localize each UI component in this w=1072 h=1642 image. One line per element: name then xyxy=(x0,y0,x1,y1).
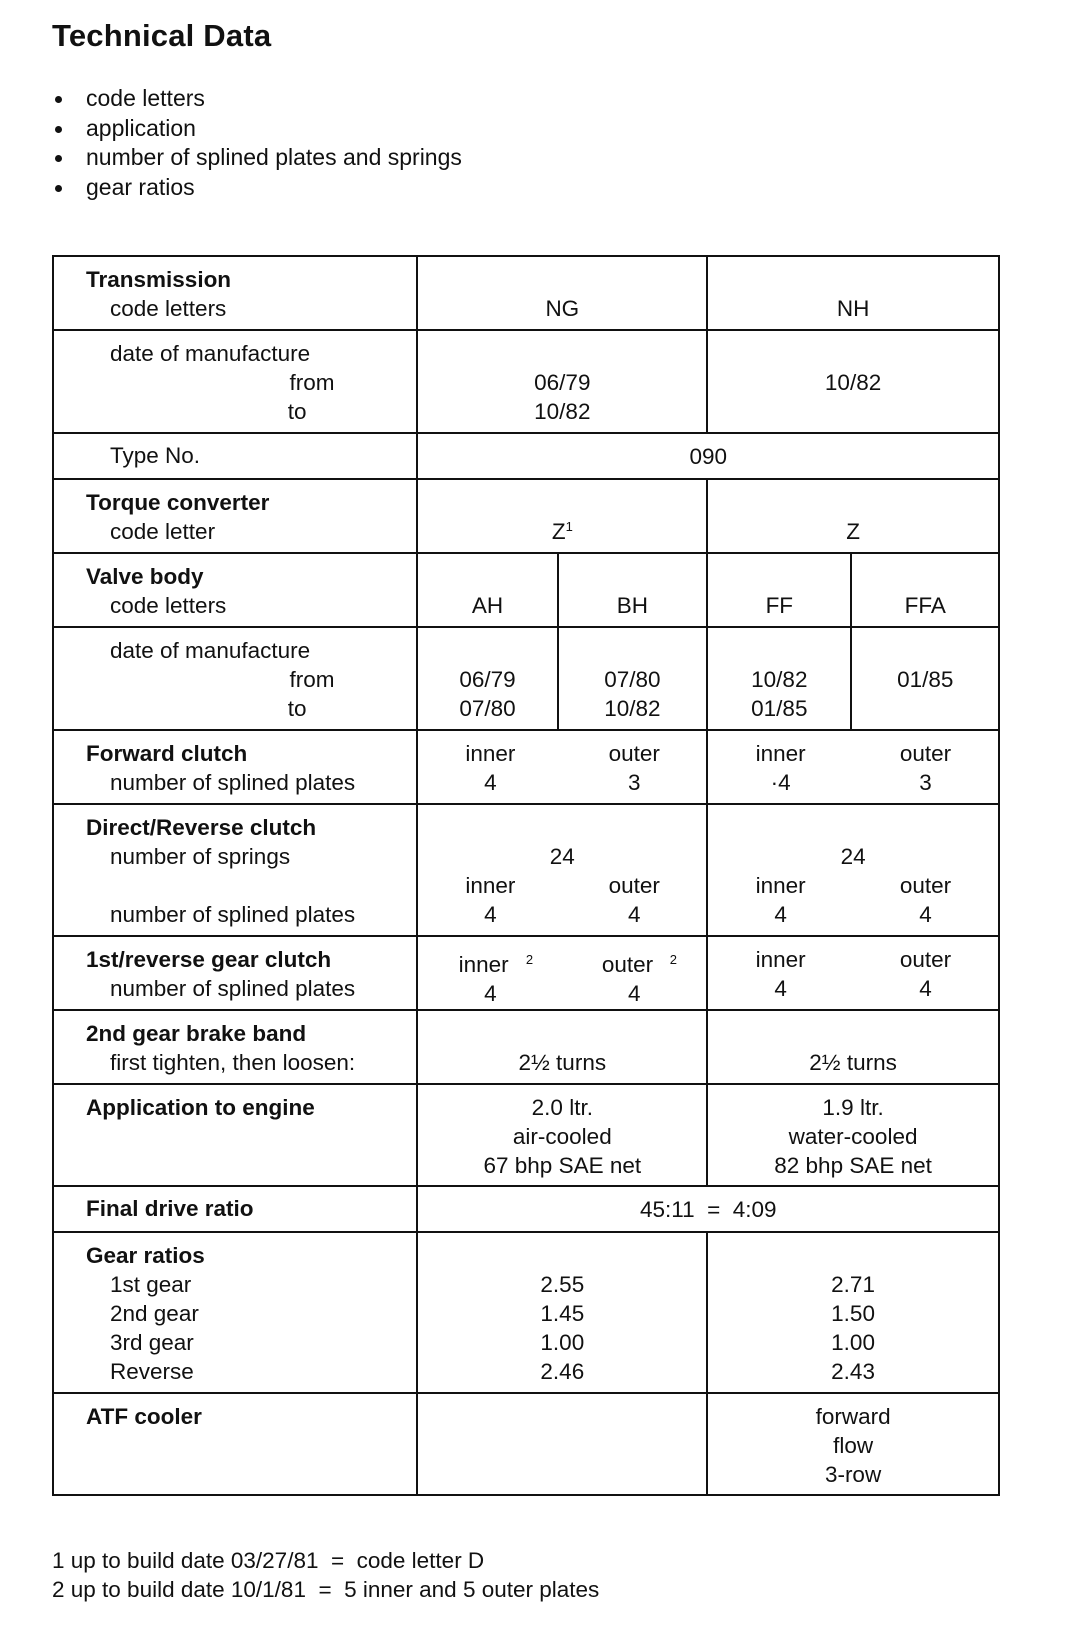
atf-nh-line-3: 3-row xyxy=(824,1462,882,1487)
application-label-cell xyxy=(53,1084,417,1186)
gear-label-cell xyxy=(53,1232,417,1393)
gear-ng-cell xyxy=(417,1232,707,1393)
footnote-2: 2 up to build date 10/1/81 = 5 inner and 5 outer plates xyxy=(52,1577,600,1602)
inner-label: inner xyxy=(755,741,806,766)
final-drive-heading: Final drive ratio xyxy=(86,1195,254,1221)
outer-label: outer xyxy=(899,947,952,972)
first-plates-label: number of splined plates xyxy=(110,976,356,1001)
forward-heading: Forward clutch xyxy=(86,741,248,766)
brake-label-cell xyxy=(53,1010,417,1084)
application-nh-displacement: 1.9 ltr. xyxy=(822,1095,884,1120)
valve-to-ah: 07/80 xyxy=(459,696,516,721)
direct-nh-outer: 4 xyxy=(919,902,932,927)
atf-label-cell xyxy=(53,1393,417,1495)
to-label: to xyxy=(287,399,307,424)
footnote-ref-1: 1 xyxy=(565,519,573,534)
valve-to-ff: 01/85 xyxy=(751,696,808,721)
first-ng-inner: 4 xyxy=(484,981,497,1006)
valve-code-ah: AH xyxy=(417,553,557,627)
outer-label: outer xyxy=(899,741,952,766)
atf-nh-line-1: forward xyxy=(815,1404,891,1429)
transmission-code-row xyxy=(53,256,999,330)
inner-label: inner xyxy=(458,952,509,977)
gear-ng-3rd: 1.00 xyxy=(540,1330,585,1355)
code-letters-label: code letters xyxy=(110,296,227,321)
type-label-cell xyxy=(53,433,417,479)
valve-heading: Valve body xyxy=(86,564,204,589)
torque-ng-value: Z xyxy=(551,519,566,544)
outer-label: outer xyxy=(608,741,660,766)
bullet-list xyxy=(52,84,462,202)
bullet-item: application xyxy=(52,114,462,144)
gear-ng-reverse: 2.46 xyxy=(540,1359,585,1384)
first-label-cell xyxy=(53,936,417,1010)
inner-label: inner xyxy=(755,873,806,898)
valve-body-code-row xyxy=(53,553,999,627)
valve-date-ah xyxy=(417,627,557,730)
nh-from: 10/82 xyxy=(824,370,882,395)
brake-nh: 2½ turns xyxy=(707,1010,999,1084)
technical-data-table xyxy=(52,255,1000,1496)
forward-clutch-row xyxy=(53,730,999,804)
valve-code-ff: FF xyxy=(707,553,851,627)
ng-to: 10/82 xyxy=(534,399,591,424)
gear-ng-1st: 2.55 xyxy=(540,1272,585,1297)
type-value: 090 xyxy=(417,433,999,479)
forward-ng-cell xyxy=(417,730,707,804)
direct-label-cell xyxy=(53,804,417,936)
direct-ng-inner: 4 xyxy=(484,902,497,927)
forward-label-cell xyxy=(53,730,417,804)
valve-to-bh: 10/82 xyxy=(604,696,661,721)
application-nh-cooling: water-cooled xyxy=(788,1124,918,1149)
first-ng-outer-label xyxy=(562,945,706,979)
direct-nh-springs: 24 xyxy=(840,844,866,869)
application-ng-power: 67 bhp SAE net xyxy=(483,1153,642,1178)
valve-label-cell xyxy=(53,553,417,627)
transmission-label-cell xyxy=(53,256,417,330)
type-label: Type No. xyxy=(110,442,201,468)
application-ng-cooling: air-cooled xyxy=(512,1124,612,1149)
footnote-1: 1 up to build date 03/27/81 = code letter D xyxy=(52,1548,485,1573)
type-row xyxy=(53,433,999,479)
valve-date-label: date of manufacture xyxy=(110,638,311,663)
direct-ng-outer: 4 xyxy=(627,902,641,927)
forward-nh-cell xyxy=(707,730,999,804)
first-reverse-row xyxy=(53,936,999,1010)
date-label-cell xyxy=(53,330,417,433)
first-nh-cell xyxy=(707,936,999,1010)
valve-from-bh: 07/80 xyxy=(604,667,661,692)
springs-label: number of springs xyxy=(110,844,291,869)
gear-2nd-label: 2nd gear xyxy=(110,1301,199,1326)
application-nh-cell xyxy=(707,1084,999,1186)
gear-nh-2nd: 1.50 xyxy=(831,1301,875,1326)
inner-label: inner xyxy=(465,741,516,766)
gear-ng-2nd: 1.45 xyxy=(540,1301,585,1326)
gear-reverse-label: Reverse xyxy=(110,1359,194,1384)
first-nh-outer: 4 xyxy=(919,976,932,1001)
valve-code-label: code letters xyxy=(110,593,227,618)
first-ng-outer: 4 xyxy=(627,981,641,1006)
first-heading: 1st/reverse gear clutch xyxy=(86,947,332,972)
date-of-manufacture-label: date of manufacture xyxy=(110,341,311,366)
code-nh: NH xyxy=(707,256,999,330)
valve-from-ffa: 01/85 xyxy=(897,667,954,692)
torque-converter-row xyxy=(53,479,999,553)
bullet-item: code letters xyxy=(52,84,462,114)
code-ng: NG xyxy=(417,256,707,330)
gear-3rd-label: 3rd gear xyxy=(110,1330,194,1355)
footnote-ref-2: 2 xyxy=(669,952,677,967)
direct-nh-inner: 4 xyxy=(774,902,787,927)
torque-heading: Torque converter xyxy=(86,490,270,515)
transmission-date-row xyxy=(53,330,999,433)
forward-ng-outer: 3 xyxy=(627,770,641,795)
direct-ng-springs: 24 xyxy=(549,844,575,869)
direct-reverse-row xyxy=(53,804,999,936)
forward-ng-inner: 4 xyxy=(484,770,497,795)
bullet-item: gear ratios xyxy=(52,173,462,203)
valve-code-ffa: FFA xyxy=(851,553,999,627)
gear-nh-1st: 2.71 xyxy=(831,1272,875,1297)
forward-plates-label: number of splined plates xyxy=(110,770,356,795)
valve-code-bh: BH xyxy=(558,553,708,627)
outer-label: outer xyxy=(899,873,952,898)
outer-label: outer xyxy=(601,952,654,977)
footnote-ref-2: 2 xyxy=(525,952,534,967)
valve-from-ah: 06/79 xyxy=(459,667,516,692)
from-label: from xyxy=(289,370,335,395)
application-nh-power: 82 bhp SAE net xyxy=(774,1153,932,1178)
forward-nh-outer: 3 xyxy=(919,770,932,795)
atf-heading: ATF cooler xyxy=(86,1404,202,1429)
bullet-item: number of splined plates and springs xyxy=(52,143,462,173)
direct-ng-cell xyxy=(417,804,707,936)
valve-from-label: from xyxy=(289,667,335,692)
gear-1st-label: 1st gear xyxy=(110,1272,192,1297)
valve-from-ff: 10/82 xyxy=(751,667,808,692)
brake-band-row xyxy=(53,1010,999,1084)
gear-ratios-row xyxy=(53,1232,999,1393)
first-ng-inner-label xyxy=(418,945,562,979)
torque-ng-cell xyxy=(417,479,707,553)
inner-label: inner xyxy=(465,873,516,898)
torque-label-cell xyxy=(53,479,417,553)
valve-to-label: to xyxy=(287,696,307,721)
transmission-heading: Transmission xyxy=(86,267,232,292)
final-drive-label-cell xyxy=(53,1186,417,1232)
direct-nh-cell xyxy=(707,804,999,936)
valve-date-bh xyxy=(558,627,708,730)
atf-ng-cell xyxy=(417,1393,707,1495)
application-ng-cell xyxy=(417,1084,707,1186)
application-heading: Application to engine xyxy=(86,1095,315,1120)
ng-date-cell xyxy=(417,330,707,433)
page-title: Technical Data xyxy=(52,18,272,53)
inner-label: inner xyxy=(755,947,806,972)
gear-nh-3rd: 1.00 xyxy=(831,1330,875,1355)
nh-date-cell xyxy=(707,330,999,433)
atf-cooler-row xyxy=(53,1393,999,1495)
ng-from: 06/79 xyxy=(534,370,591,395)
gear-nh-cell xyxy=(707,1232,999,1393)
direct-heading: Direct/Reverse clutch xyxy=(86,815,317,840)
torque-nh-value: Z xyxy=(707,479,999,553)
application-row xyxy=(53,1084,999,1186)
direct-plates-label: number of splined plates xyxy=(110,902,356,927)
valve-date-label-cell xyxy=(53,627,417,730)
valve-body-date-row xyxy=(53,627,999,730)
outer-label: outer xyxy=(608,873,660,898)
first-nh-inner: 4 xyxy=(774,976,787,1001)
valve-date-ff xyxy=(707,627,851,730)
gear-heading: Gear ratios xyxy=(86,1243,205,1268)
final-drive-value: 45:11 = 4:09 xyxy=(417,1186,999,1232)
gear-nh-reverse: 2.43 xyxy=(831,1359,875,1384)
atf-nh-cell xyxy=(707,1393,999,1495)
footnotes xyxy=(52,1546,599,1604)
application-ng-displacement: 2.0 ltr. xyxy=(531,1095,593,1120)
torque-code-label: code letter xyxy=(110,519,216,544)
spacer xyxy=(86,871,410,900)
first-ng-cell xyxy=(417,936,707,1010)
brake-ng: 2½ turns xyxy=(417,1010,707,1084)
final-drive-row xyxy=(53,1186,999,1232)
forward-nh-inner: ·4 xyxy=(770,770,791,795)
brake-heading: 2nd gear brake band xyxy=(86,1021,307,1046)
valve-date-ffa xyxy=(851,627,999,730)
atf-nh-line-2: flow xyxy=(833,1433,874,1458)
brake-label: first tighten, then loosen: xyxy=(110,1050,356,1075)
